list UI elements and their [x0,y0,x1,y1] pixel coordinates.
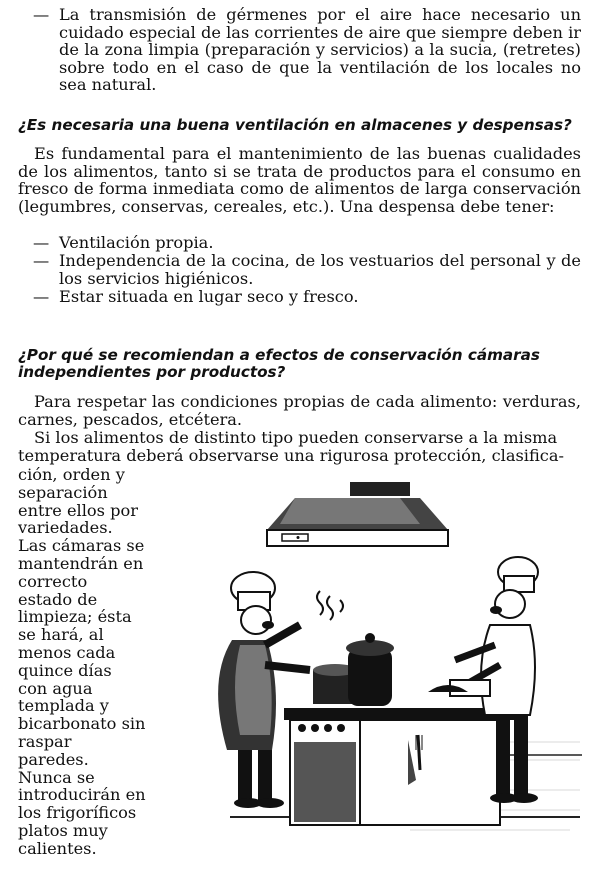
dash-marker: — [33,287,50,306]
list-item-1 [33,234,581,252]
list-item-text: Estar situada en lugar seco y fresco. [59,287,359,306]
kitchen-illustration [170,480,590,850]
bullet-text: La transmisión de gérmenes por el aire hace necesario un cuidado especial de las corrientes de aire que siempre deben ir de la zona limpia (preparación y servicios) a la sucia, (retretes) sobre todo en el caso de que la ventilación de los locales no sea natural. [59,5,581,95]
bullet-item-air-germs [33,6,581,94]
dash-marker: — [33,251,50,270]
list-item-2 [33,252,581,287]
paragraph-same-temperature: Si los alimentos de distinto tipo pueden conservarse a la misma temperatura deberá observarse una rigurosa protección, clasifica- [18,428,564,465]
list-item-text: Independencia de la cocina, de los vestuarios del personal y de los servicios higiénicos. [59,251,581,288]
list-item-3 [33,288,581,306]
heading-chambers-line2: independientes por productos? [18,363,286,381]
paragraph-respect-conditions: Para respetar las condiciones propias de cada alimento: verduras, carnes, pescados, etcétera. [18,392,581,429]
heading-chambers-line1: ¿Por qué se recomiendan a efectos de conservación cámaras [18,346,540,364]
heading-ventilation: ¿Es necesaria una buena ventilación en almacenes y despensas? [18,116,572,134]
list-item-text: Ventilación propia. [59,233,214,252]
paragraph-ventilation: Es fundamental para el mantenimiento de las buenas cualidades de los alimentos, tanto si se trata de productos para el consumo en fresco de forma inmediata como de alimentos de larga conservación (legumbres, conservas, cereales, etc.). Una despensa debe tener: [18,144,581,216]
narrow-column-text: ción, orden y separación entre ellos por variedades. Las cámaras se mantendrán en correcto estado de limpieza; ésta se hará, al menos cada quince días con agua templada y bicarbonato sin raspar paredes. Nunca se introducirán en los frigoríficos platos muy calientes. [18,465,146,858]
dash-marker: — [33,233,50,252]
dash-marker: — [33,5,50,24]
